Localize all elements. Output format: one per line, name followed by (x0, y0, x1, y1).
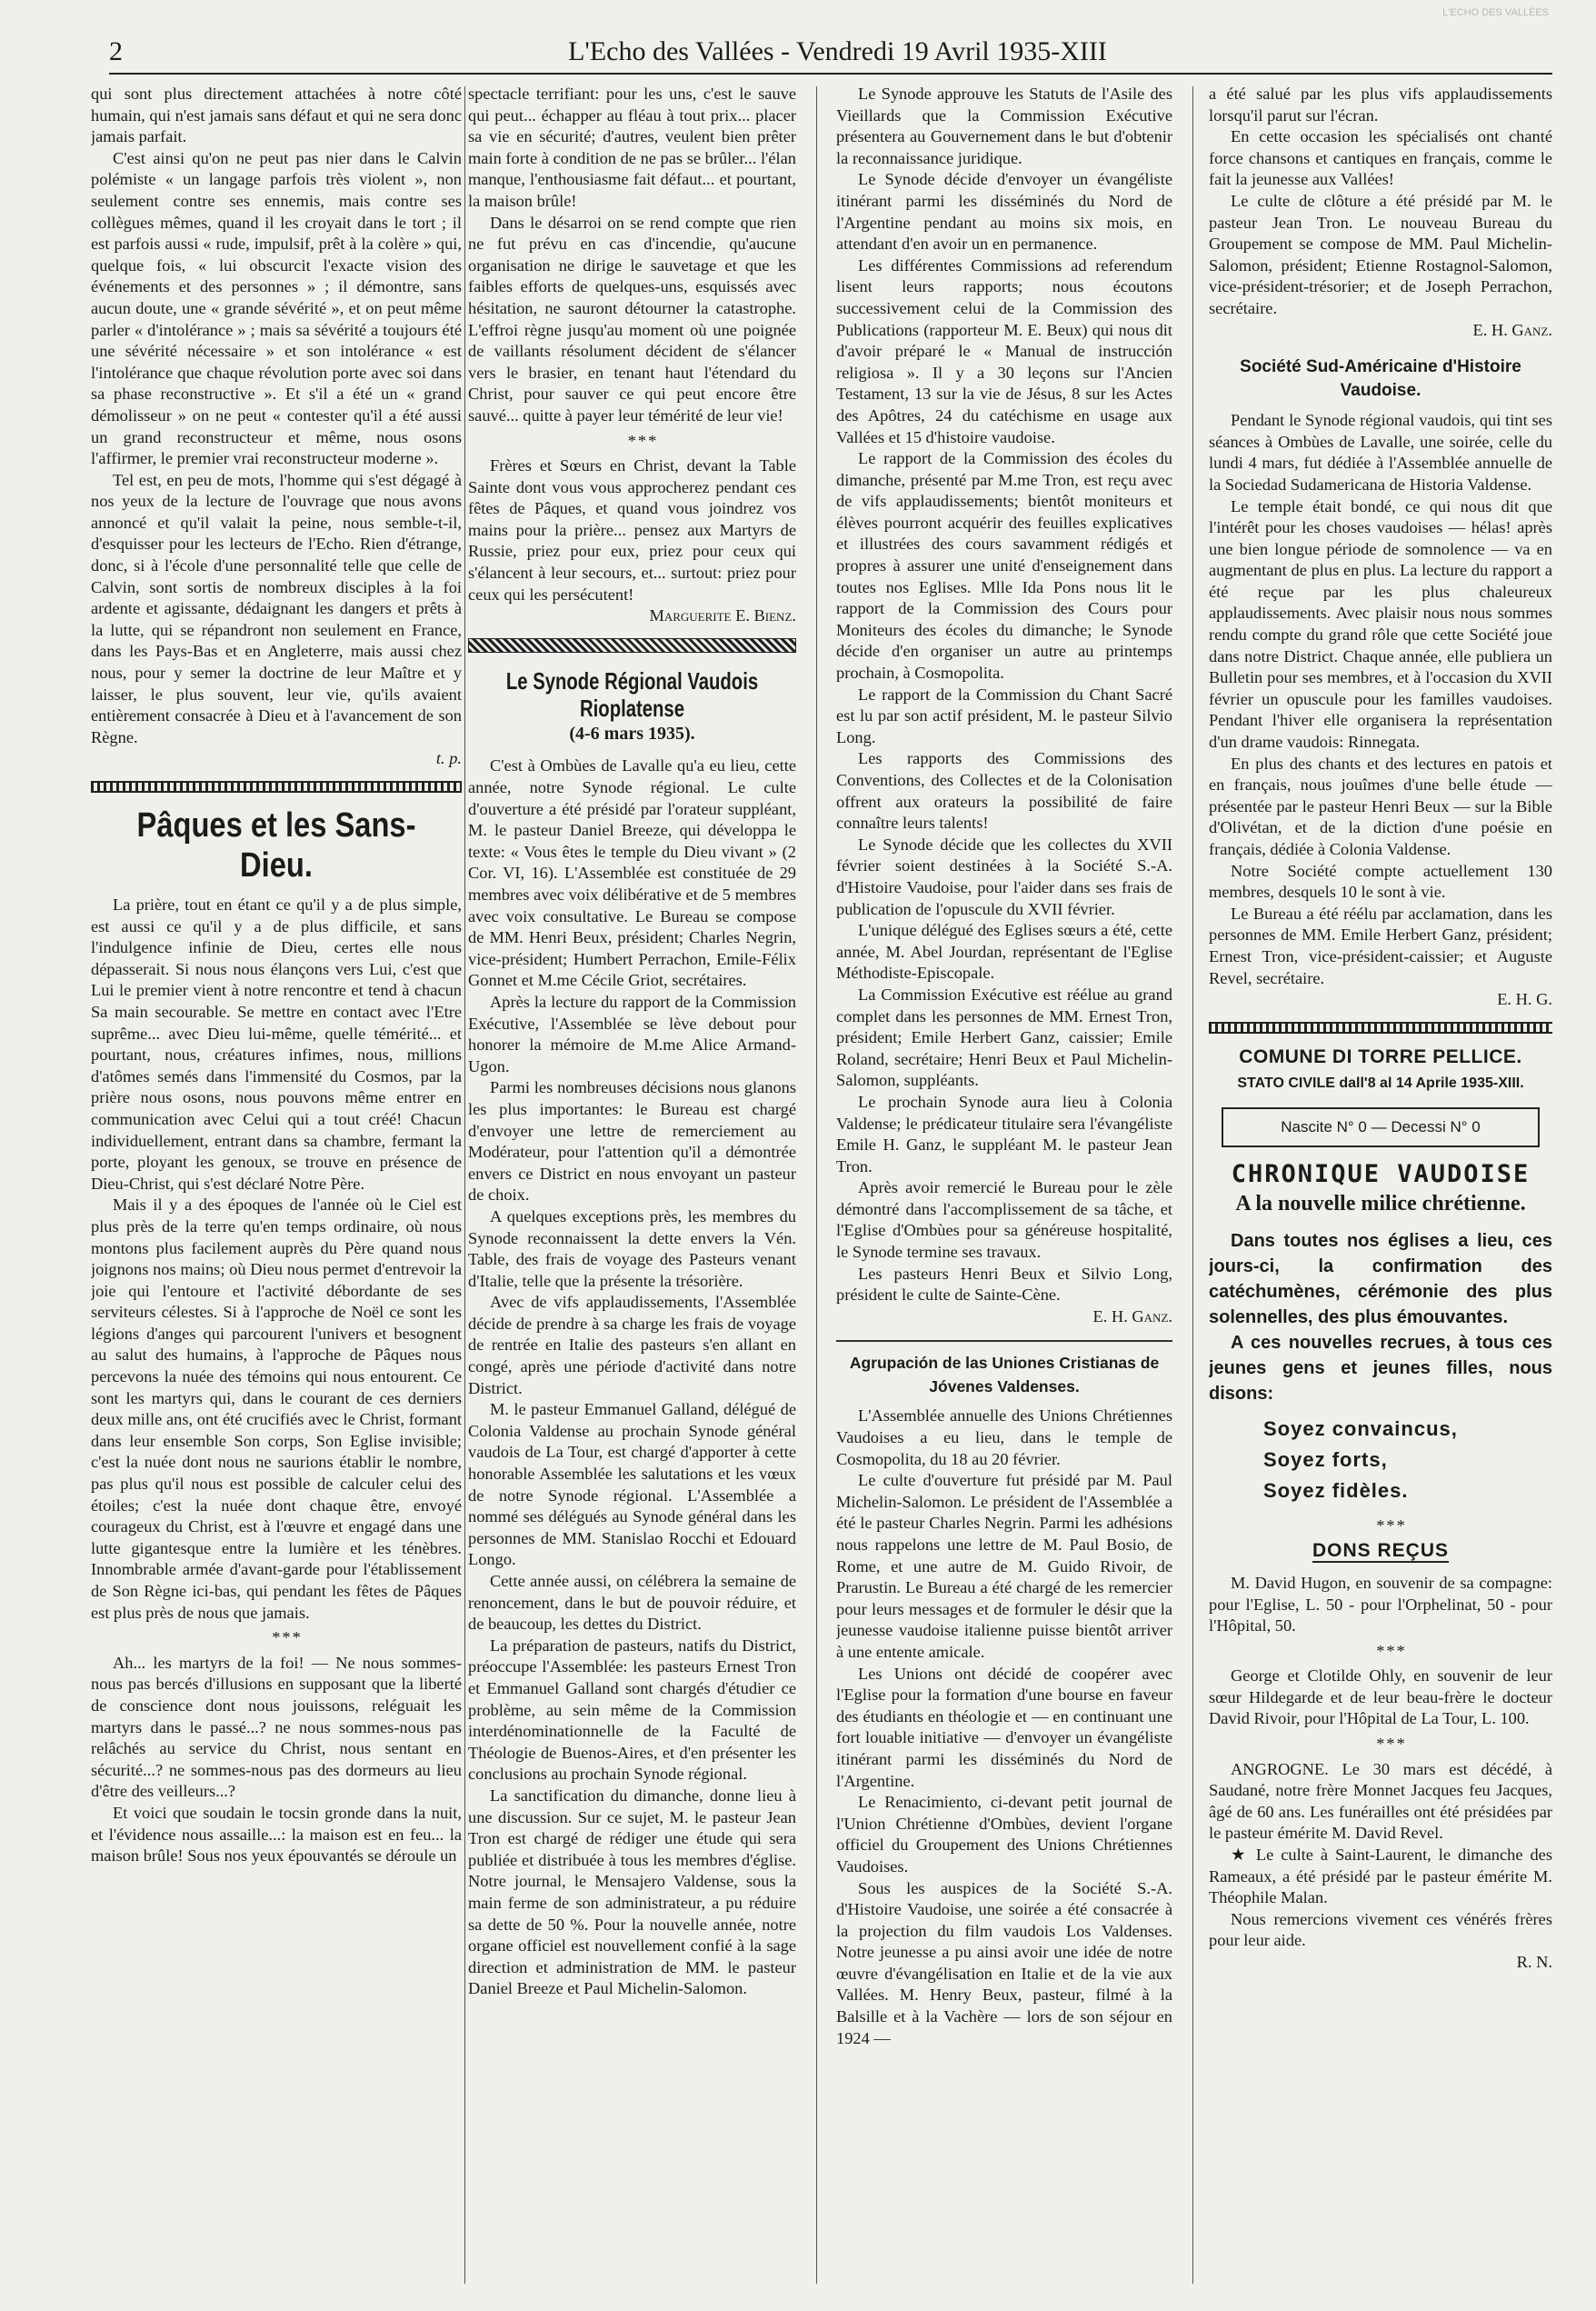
chronique-title: CHRONIQUE VAUDOISE (1231, 1159, 1531, 1188)
paragraph: Cette année aussi, on célébrera la semaine de renoncement, dans le but de pouvoir réduire, et de beaucoup, les dettes du District. (468, 1572, 796, 1634)
paragraph: Avec de vifs applaudissements, l'Assemblée décide de prendre à sa charge les frais de voyage de rentrée en Italie des pasteurs s'en allant en congé, après une période d'activité dans notre District. (468, 1293, 796, 1397)
article-subtitle: (4-6 mars 1935). (569, 723, 695, 744)
paragraph: Après avoir remercié le Bureau pour le zèle démontré dans l'accomplissement de sa tâche, et l'Eglise d'Ombùes pour sa généreuse hospitalité, le Synode termine ses travaux. (836, 1178, 1172, 1262)
column-2 (468, 84, 796, 2293)
newspaper-title: L'Echo des Vallées - Vendredi 19 Avril 1935-XIII (568, 36, 1107, 66)
stars-separator: *** (1376, 1735, 1407, 1754)
page-header (109, 20, 1552, 75)
exhortation-line: Soyez fidèles. (1263, 1478, 1409, 1502)
paragraph: La Commission Exécutive est réélue au grand complet dans les personnes de MM. Ernest Tron, président; Emile Herbert Ganz, caissier; Emile Roland, secrétaire; Henri Beux et Paul Michelin-Salomon, suppléants. (836, 985, 1172, 1090)
article-title: A la nouvelle milice chrétienne. (1235, 1192, 1526, 1216)
paragraph: C'est ainsi qu'on ne peut pas nier dans le Calvin polémiste « un langage parfois très violent », non seulement contre ses ennemis, mais contre ses collègues mêmes, quand il les croyait dans le tort ; il est parfois aussi « rude, impulsif, prêt à la colère » qui, quelque fois, « lui obscurcit l'exacte vision des événements et des personnes » ; il démontre, sans aucun doute, une « grande sévérité », et on peut même parler « d'intolérance » ; mais sa sévérité a toujours été une sévérité nécessaire » et son intolérance « est l'intolérance que chaque révolution porte avec soi dans sa phase reconstructive ». Et s'il a été un « grand démolisseur » on ne peut « contester qu'il a été aussi un grand reconstructeur et même, nous osons l'affirmer, le premier vrai reconstructeur moderne ». (91, 148, 462, 468)
paragraph: Les Unions ont décidé de coopérer avec l'Eglise pour la formation d'une bourse en faveur des étudiants en théologie et — en continuant une fort louable initiative — d'envoyer un évangéliste itinérant parmi les disséminés du Nord de l'Argentine. (836, 1664, 1172, 1790)
paragraph: Mais il y a des époques de l'année où le Ciel est plus près de la terre qu'en temps ordinaire, où nous montons plus facilement auprès du Père quand nous joignons nos mains; où Dieu nous permet d'entrevoir la joie qui l'entoure et l'activité débordante de ses serviteurs célestes. Si à l'approche de Noël ce sont les légions d'anges qui parcourent l'univers et besognent au salut des humains, à l'approche de Pâques nous percevons la nuée des témoins qui nous entourent. Ce sont les martyrs qui, dans le courant de ces derniers deux mille ans, ont été crucifiés avec le Christ, formant dans leur ensemble Son corps, Son Eglise invisible; c'est la nuée dont nous ne saurions établir le nombre, pas plus qu'il nous est possible de calculer celui des étoiles; c'est la nuée dont chaque être, envoyé courageux du Christ, est à l'œuvre et engagé dans une lutte gigantesque entre la lumière et les ténèbres. Innombrable armée d'avant-garde pour l'établissement de Son Règne ici-bas, qui pendant les fêtes de Pâques est plus près de nous que jamais. (91, 1196, 462, 1622)
paragraph: L'unique délégué des Eglises sœurs a été, cette année, M. Abel Jourdan, représentant de l'Eglise Méthodiste-Episcopale. (836, 921, 1172, 983)
stars-separator: *** (627, 431, 659, 450)
section-divider (1209, 1022, 1552, 1034)
paragraph: spectacle terrifiant: pour les uns, c'est le sauve qui peut... échapper au fléau à tout prix... placer sa vie en sécurité; d'autres, veulent bien prêter main forte à condition de ne pas se brûler... l'élan manque, l'enthousiasme fait défaut... et pourtant, la maison brûle! (468, 85, 796, 210)
section-rule (836, 1340, 1172, 1342)
paragraph: A ces nouvelles recrues, à tous ces jeunes gens et jeunes filles, nous disons: (1209, 1332, 1552, 1404)
paragraph: En cette occasion les spécialisés ont chanté force chansons et cantiques en français, comme le fait la jeunesse aux Vallées! (1209, 127, 1552, 189)
paragraph: Après la lecture du rapport de la Commission Exécutive, l'Assemblée se lève debout pour honorer la mémoire de M.me Alice Armand-Ugon. (468, 992, 796, 1075)
stars-separator: *** (272, 1628, 303, 1647)
signature: E. H. Ganz. (1092, 1306, 1172, 1326)
article-title: Pâques et les Sans-Dieu. (136, 806, 416, 885)
comune-title: COMUNE DI TORRE PELLICE. (1239, 1045, 1522, 1067)
column-rule (1192, 86, 1193, 2284)
column-rule (464, 86, 465, 2284)
exhortation-line: Soyez convaincus, (1263, 1416, 1458, 1440)
paragraph: a été salué par les plus vifs applaudissements lorsqu'il parut sur l'écran. (1209, 85, 1552, 125)
signature: E. H. G. (1497, 990, 1552, 1009)
dons-title-text: DONS REÇUS (1312, 1540, 1450, 1562)
column-1 (91, 84, 462, 2293)
paragraph: Sous les auspices de la Société S.-A. d'Histoire Vaudoise, une soirée a été consacrée à la projection du film vaudois Los Valdenses. Notre jeunesse a pu ainsi avoir une idée de notre œuvre d'évangélisation en Italie et de la vie aux Vallées. M. Henry Beux, pasteur, filmé à la Balsille et à la Vachère — lors de son séjour en 1924 — (836, 1878, 1172, 2047)
paragraph: Les pasteurs Henri Beux et Silvio Long, président le culte de Sainte-Cène. (836, 1264, 1172, 1305)
paragraph: Les rapports des Commissions des Conventions, des Collectes et de la Colonisation offrent aux orateurs la possibilité de faire connaître leurs talents! (836, 749, 1172, 833)
stato-civile: STATO CIVILE dall'8 al 14 Aprile 1935-XIII. (1237, 1075, 1524, 1092)
paragraph: Ah... les martyrs de la foi! — Ne nous sommes-nous pas bercés d'illusions en supposant que la liberté de conscience dont nous jouissons, reléguait les martyrs dans le passé...? ne nous sommes-nous pas relâchés au service du Christ, nous sentant en sécurité...? ne sommes-nous pas des dormeurs au lieu d'être des veilleurs...? (91, 1653, 462, 1801)
paragraph: ★ Le culte à Saint-Laurent, le dimanche des Rameaux, a été présidé par le pasteur émérite M. Théophile Malan. (1209, 1846, 1552, 1907)
paragraph: Dans toutes nos églises a lieu, ces jours-ci, la confirmation des catéchumènes, cérémonie des plus solennelles, des plus émouvantes. (1209, 1230, 1552, 1327)
paragraph: Les différentes Commissions ad referendum lisent leurs rapports; nous écoutons successivement celui de la Commission des Publications (rapporteur M. E. Beux) qui nous dit d'avoir préparé le « Manual de instrucción religiosa ». Il y a 30 leçons sur l'Ancien Testament, 13 sur la vie de Jésus, 8 sur les Actes des Apôtres, 24 du catéchisme en usage aux Vallées et 15 d'histoire vaudoise. (836, 255, 1172, 446)
paragraph: C'est à Ombùes de Lavalle qu'a eu lieu, cette année, notre Synode régional. Le culte d'ouverture a été présidé par l'orateur suppléant, M. le pasteur Daniel Breeze, qui développa le texte: « Vous êtes le temple du Dieu vivant » (2 Cor. VI, 16). L'Assemblée est constituée de 29 membres avec voix délibérative et de 5 membres avec voix consultative. Le Bureau se compose de MM. Henri Beux, président; Charles Negrin, vice-président; Humbert Perrachon, Emile-Félix Gonnet et M.me Cécile Griot, secrétaires. (468, 756, 796, 990)
paragraph: Le rapport de la Commission du Chant Sacré est lu par son actif président, M. le pasteur Silvio Long. (836, 685, 1172, 746)
paragraph: L'Assemblée annuelle des Unions Chrétiennes Vaudoises a eu lieu, dans le temple de Cosmopolita, du 18 au 20 février. (836, 1406, 1172, 1468)
paragraph: Le Bureau a été réélu par acclamation, dans les personnes de MM. Emile Herbert Ganz, président; Ernest Tron, vice-président-caissier; et Auguste Revel, secrétaire. (1209, 904, 1552, 987)
paragraph: En plus des chants et des lectures en patois et en français, nous jouîmes d'une belle étude — présentée par le pasteur Henri Beux — sur la Bible d'Olivétan, et de la diction d'une poésie en français, dédiée à Colonia Valdense. (1209, 754, 1552, 858)
paragraph: Le Renacimiento, ci-devant petit journal de l'Union Chrétienne d'Ombùes, devient l'organe officiel du Groupement des Unions Chrétiennes Vaudoises. (836, 1793, 1172, 1876)
paragraph: La préparation de pasteurs, natifs du District, préoccupe l'Assemblée: les pasteurs Ernest Tron et Emmanuel Galland sont chargés d'étudier ce problème, au sein même de la Commission interdénominationnelle de la Faculté de Théologie de Buenos-Aires, et d'en présenter les conclusions au prochain Synode régional. (468, 1636, 796, 1784)
paragraph: Frères et Sœurs en Christ, devant la Table Sainte dont vous vous approcherez pendant ces fêtes de Pâques, et quand vous joindrez vos mains pour la prière... pensez aux Martyrs de Russie, priez pour eux, priez pour ceux qui s'élancent à leur secours, et... surtout: priez pour ceux qui les persécutent! (468, 456, 796, 604)
paragraph: Le Synode approuve les Statuts de l'Asile des Vieillards que la Commission Exécutive présentera au Gouvernement dans le but d'obtenir la reconnaissance juridique. (836, 85, 1172, 167)
faint-header-text: L'ECHO DES VALLÉES (1442, 7, 1549, 18)
signature: Marguerite E. Bienz. (649, 606, 796, 625)
paragraph: Le prochain Synode aura lieu à Colonia Valdense; le prédicateur titulaire sera l'évangéliste Emile H. Ganz, le suppléant M. le pasteur Jean Tron. (836, 1092, 1172, 1176)
paragraph: Et voici que soudain le tocsin gronde dans la nuit, et l'évidence nous assaille...: la maison est en feu... la maison brûle! Sous nos yeux épouvantés se déroule un (91, 1803, 462, 1866)
exhortation-line: Soyez forts, (1263, 1447, 1388, 1471)
paragraph: Parmi les nombreuses décisions nous glanons les plus importantes: le Bureau est chargé d'envoyer une lettre de remerciement au Modérateur, pour l'attention qu'il a démontrée envers ce District en nous envoyant un pasteur de choix. (468, 1078, 796, 1205)
paragraph: M. le pasteur Emmanuel Galland, délégué de Colonia Valdense au prochain Synode général vaudois de La Tour, est chargé d'apporter à cette honorable Assemblée les salutations et les vœux de notre Synode régional. L'Assemblée a nommé ses délégués au Synode général dans les personnes de MM. Stanislao Rocchi et Edouard Longo. (468, 1400, 796, 1569)
column-rule (816, 86, 817, 2284)
paragraph: Le culte de clôture a été présidé par M. le pasteur Jean Tron. Le nouveau Bureau du Groupement se compose de MM. Paul Michelin-Salomon, président; Etienne Rostagnol-Salomon, vice-président-trésorier; et de Joseph Perrachon, secrétaire. (1209, 191, 1552, 317)
stars-separator: *** (1376, 1641, 1407, 1660)
article-title: Société Sud-Américaine d'Histoire Vaudoise. (1240, 357, 1521, 401)
article-title: Agrupación de las Uniones Cristianas de Jóvenes Valdenses. (849, 1354, 1160, 1396)
ornament-divider (468, 638, 796, 653)
page-number: 2 (109, 36, 123, 66)
paragraph: Tel est, en peu de mots, l'homme qui s'est dégagé à nos yeux de la lecture de l'ouvrage que nous avons annoncé et qu'il valait la peine, nous semble-t-il, d'esquisser pour les lecteurs de l'Echo. Rien d'étrange, donc, si à l'école d'une personnalité telle que celle de Calvin, sont sortis de nombreux disciples à la foi ardente et agissante, dédaignant les dangers et prêts à la lutte, qui se répandront non seulement en France, dans les Pays-Bas et en Angleterre, mais aussi chez nous, pour y semer la doctrine de leur Maître et y laisser, le plus souvent, leur vie, qu'ils avaient entièrement consacrée à Dieu et à l'avancement de son Règne. (91, 470, 462, 746)
birth-death-box: Nascite N° 0 — Decessi N° 0 (1222, 1107, 1540, 1147)
stars-separator: *** (1376, 1516, 1407, 1535)
article-title: Le Synode Régional Vaudois Rioplatense (505, 666, 759, 722)
column-3 (836, 84, 1172, 2293)
paragraph: Le Synode décide que les collectes du XVII février soient destinées à la Société S.-A. d'Histoire Vaudoise, pour l'aider dans ses frais de publication de l'opuscule du XVII février. (836, 835, 1172, 918)
paragraph: A quelques exceptions près, les membres du Synode reconnaissent la dette envers la Vén. Table, des frais de voyage des Pasteurs venant d'Italie, telle que la présente la trésorière. (468, 1206, 796, 1290)
signature: t. p. (435, 749, 462, 768)
paragraph: Pendant le Synode régional vaudois, qui tint ses séances à Ombùes de Lavalle, une soirée, celle du lundi 4 mars, fut dédiée à l'Assemblée annuelle de la Sociedad Sudamericana de Historia Valdense. (1209, 411, 1552, 494)
paragraph: Dans le désarroi on se rend compte que rien ne fut prévu en cas d'incendie, qu'aucune organisation ne dirige le sauvetage et que les faibles efforts de quelques-uns, esquissés avec hésitation, ne sauront détourner la catastrophe. L'effroi règne jusqu'au moment où une poignée de vaillants résolument décident de s'élancer vers le brasier, en tenant haut l'étendard du Christ, pour sauver ce qui peut encore être sauvé... quitte à payer leur témérité de leur vie! (468, 213, 796, 425)
paragraph: Notre Société compte actuellement 130 membres, desquels 10 le sont à vie. (1209, 861, 1552, 902)
paragraph: Le Synode décide d'envoyer un évangéliste itinérant parmi les disséminés du Nord de l'Argentine pendant au moins six mois, en attendant d'en avoir un en permanence. (836, 170, 1172, 254)
signature: E. H. Ganz. (1472, 320, 1552, 339)
paragraph: Le temple était bondé, ce qui nous dit que l'intérêt pour les choses vaudoises — hélas! après une bien longue période de somnolence — va en augmentant de plus en plus. La lecture du rapport a été reçue par les plus chaleureux applaudissements. Avec plaisir nous nous sommes rendu compte du grand rôle que cette Société joue dans notre District. Chaque année, elle publiera un Bulletin pour ses membres, et à l'occasion du XVII février un opuscule pour les familles vaudoises. Pendant l'hiver elle organisera la représentation d'un drame vaudois: Rinnegata. (1209, 496, 1552, 752)
paragraph: George et Clotilde Ohly, en souvenir de leur sœur Hildegarde et de leur beau-frère le docteur David Rivoir, pour l'Hôpital de La Tour, L. 100. (1209, 1666, 1552, 1728)
paragraph: Le rapport de la Commission des écoles du dimanche, présenté par M.me Tron, est reçu avec de vifs applaudissements; bientôt moniteurs et élèves pourront acquérir des feuilles explicatives et illustrées des cours savamment rédigés et propres à assurer une unité d'enseignement dans toutes nos Eglises. Mlle Ida Pons nous lit le rapport de la Commission des Cours pour Moniteurs des écoles du dimanche; le Synode décide d'en organiser un autre au printemps prochain, à Cosmopolita. (836, 449, 1172, 683)
dons-title (1209, 1540, 1552, 1562)
paragraph: qui sont plus directement attachées à notre côté humain, qui n'est jamais sans défaut et qui ne sera donc jamais parfait. (91, 85, 462, 146)
paragraph: La prière, tout en étant ce qu'il y a de plus simple, est aussi ce qu'il y a de plus difficile, et sans l'indulgence infinie de Dieu, certes elle nous dépasserait. Si nous nous élançons vers Lui, c'est que Lui le premier vient à notre rencontre et tend à chacun Sa main secourable. Se mettre en contact avec l'Etre suprême... avec Dieu lui-même, quelle témérité... et pourtant, nous, créatures infimes, nous, millions d'atômes semés dans l'immensité du Cosmos, par la prière nous osons, nous pouvons même entrer en communication avec Celui qui a tout créé! Chacun individuellement, entrant dans sa chambre, fermant la porte, ployant les genoux, se trouve en présence de Dieu-Christ, qui s'est déclaré Notre Père. (91, 895, 462, 1193)
exhortation (1209, 1414, 1552, 1506)
paragraph: ANGROGNE. Le 30 mars est décédé, à Saudané, notre frère Monnet Jacques feu Jacques, âgé de 60 ans. Les funérailles ont été présidées par le pasteur émérite M. David Revel. (1209, 1759, 1552, 1843)
signature: R. N. (1516, 1953, 1552, 1971)
section-divider (91, 781, 462, 793)
paragraph: M. David Hugon, en souvenir de sa compagne: pour l'Eglise, L. 50 - pour l'Orphelinat, 50 - pour l'Hôpital, 50. (1209, 1573, 1552, 1636)
paragraph: Nous remercions vivement ces vénérés frères pour leur aide. (1209, 1909, 1552, 1950)
column-4 (1209, 84, 1552, 2293)
paragraph: Le culte d'ouverture fut présidé par M. Paul Michelin-Salomon. Le président de l'Assemblée a été le pasteur Charles Negrin. Parmi les adhésions nous rappelons une lettre de M. Paul Bosio, de Rome, et une autre de M. Guido Rivoir, de Prarustin. Le Bureau a été chargé de les remercier pour leurs messages et de formuler le désir que la jeunesse vaudoise italienne puisse bientôt arriver à une entente amicale. (836, 1471, 1172, 1661)
paragraph: La sanctification du dimanche, donne lieu à une discussion. Sur ce sujet, M. le pasteur Jean Tron est chargé de rédiger une étude qui sera publiée et distribuée à tous les membres d'église. Notre journal, le Mensajero Valdense, sous la main ferme de son administrateur, a pu réduire sa dette de 50 %. Pour la nouvelle année, notre organe officiel est nouvellement confié à la sage direction et administration de MM. le pasteur Daniel Breeze et Paul Michelin-Salomon. (468, 1786, 796, 1998)
